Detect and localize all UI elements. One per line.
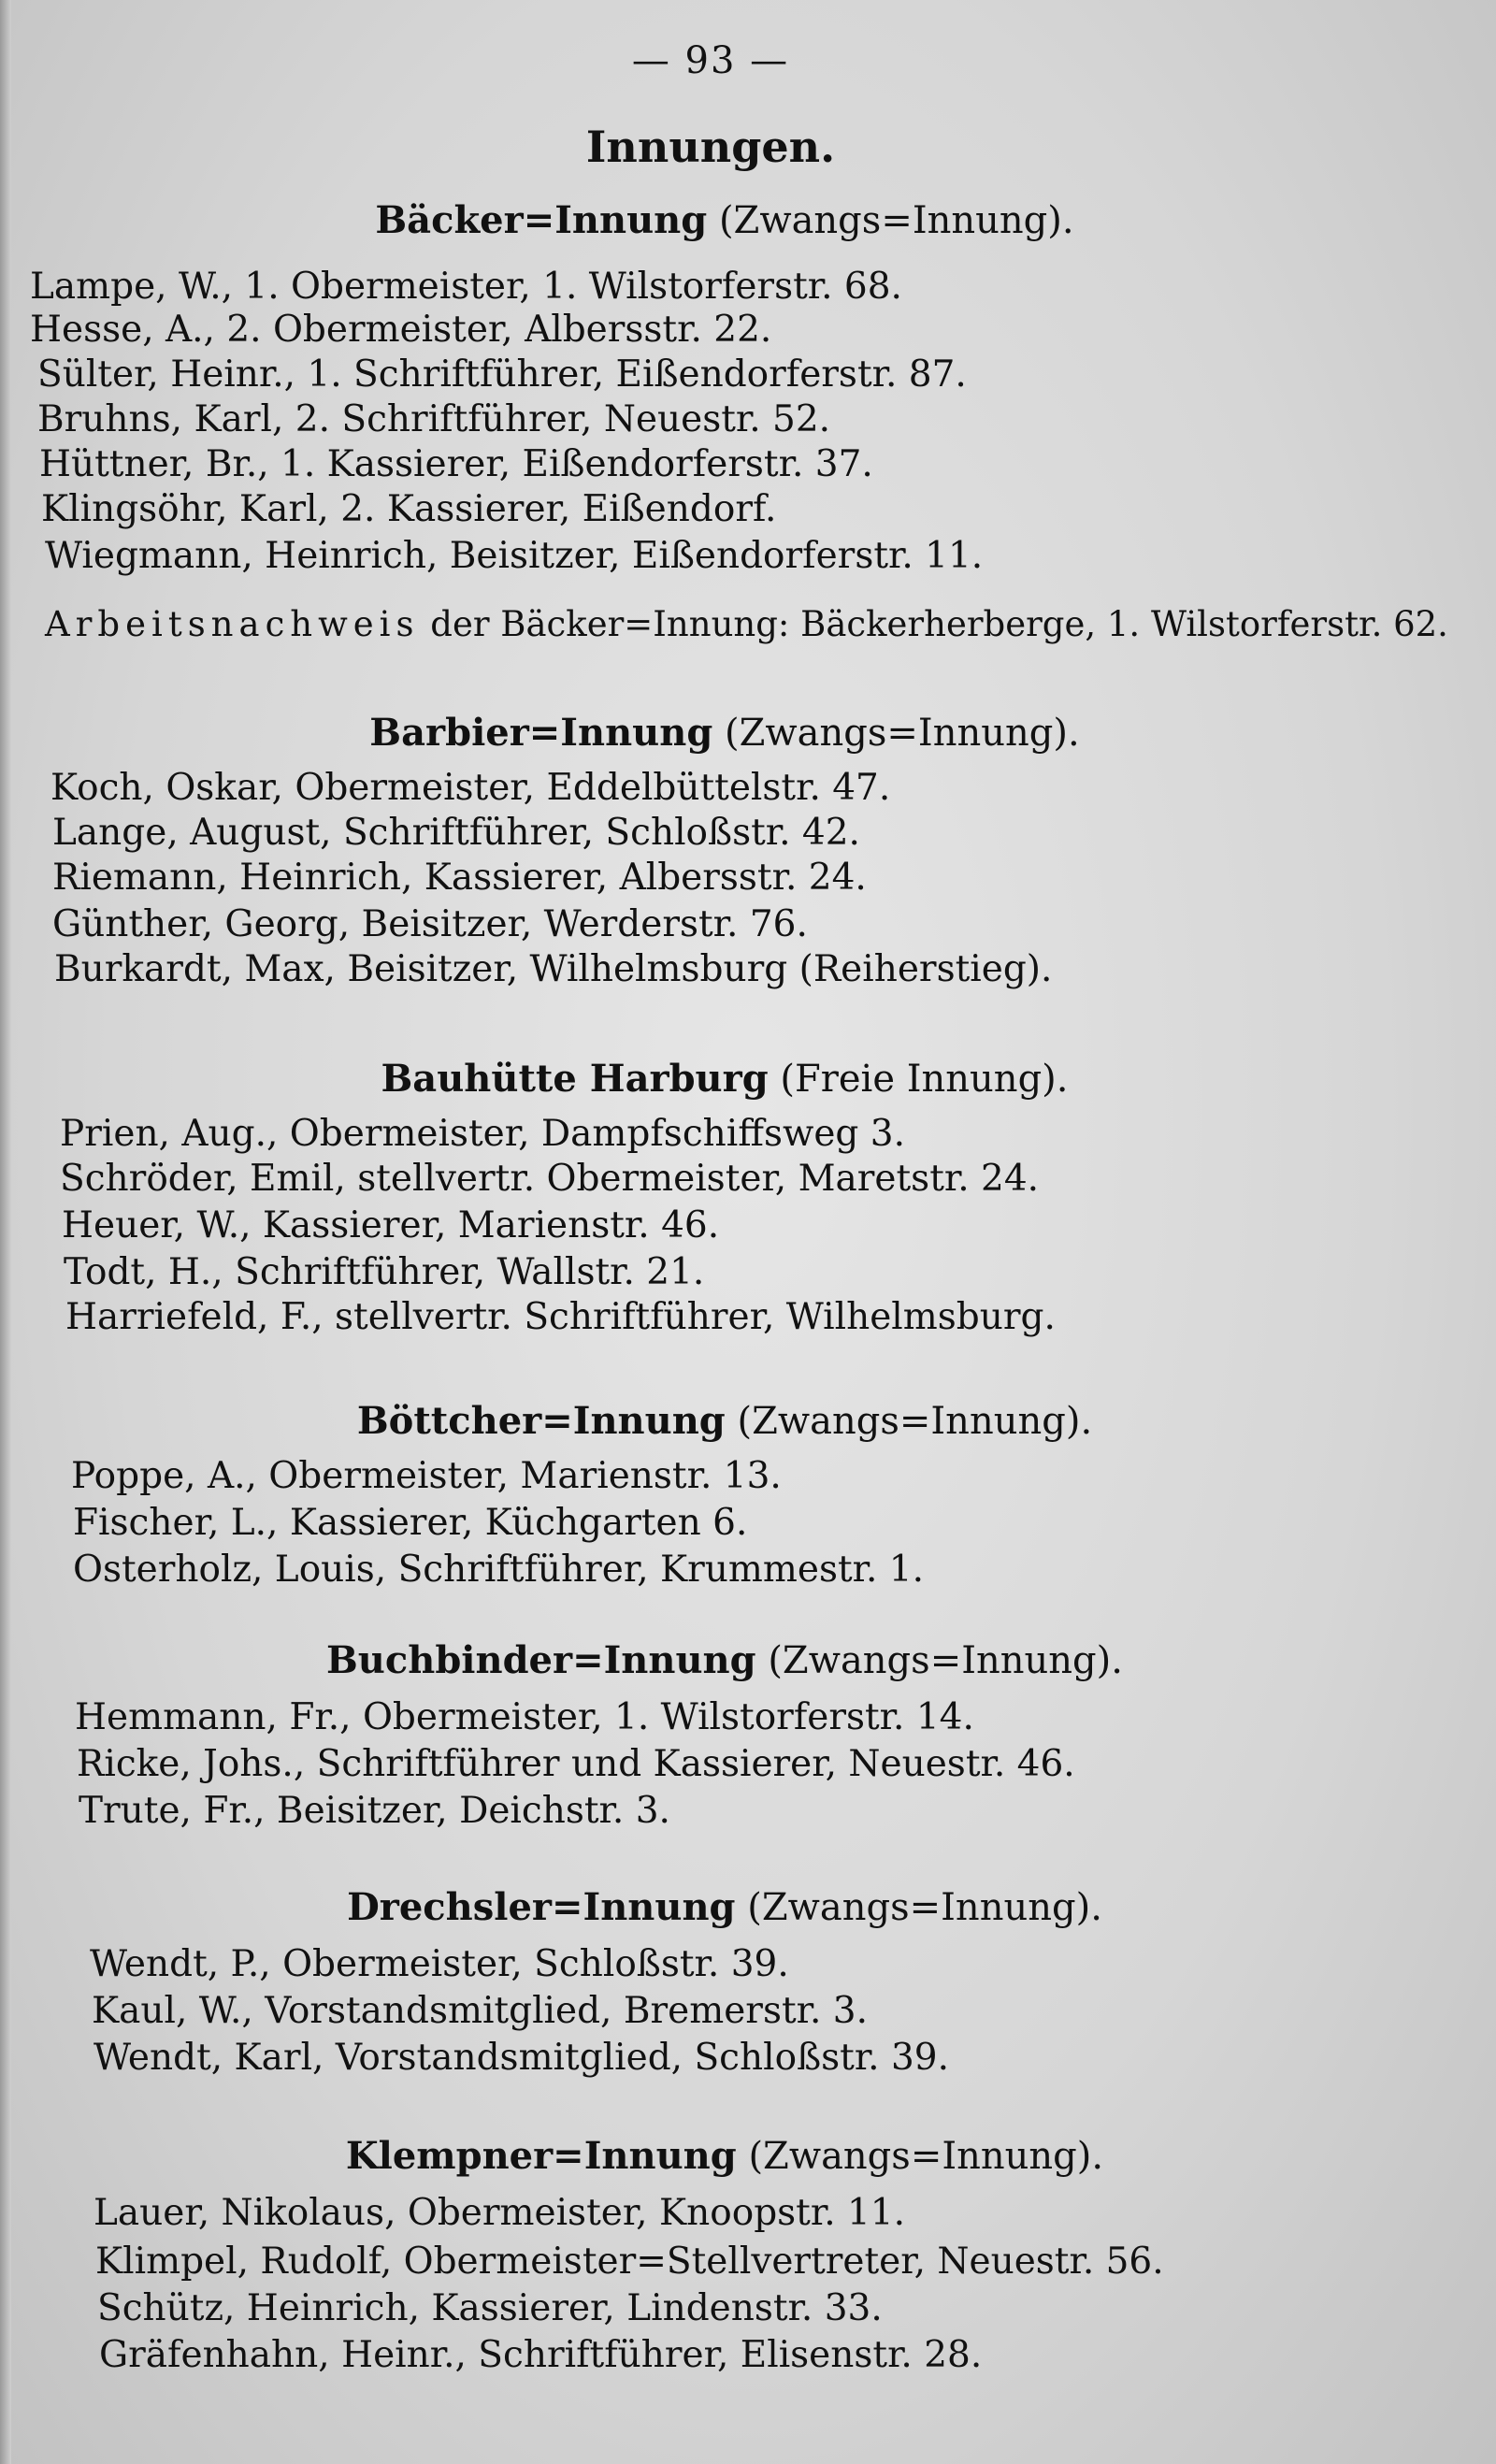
note-text: der Bäcker=Innung: Bäckerherberge, 1. Wilstorferstr. 62. (430, 604, 1448, 644)
list-item: Klingsöhr, Karl, 2. Kassierer, Eißendorf. (41, 488, 777, 530)
employment-office-note (45, 604, 1448, 644)
list-item: Wiegmann, Heinrich, Beisitzer, Eißendorferstr. 11. (45, 535, 984, 577)
list-item: Riemann, Heinrich, Kassierer, Albersstr. 24. (52, 857, 867, 899)
section-name: Klempner=Innung (345, 2134, 737, 2178)
section-name: Böttcher=Innung (356, 1399, 726, 1443)
list-item: Trute, Fr., Beisitzer, Deichstr. 3. (79, 1790, 670, 1832)
section-name: Drechsler=Innung (347, 1885, 736, 1929)
list-item: Koch, Oskar, Obermeister, Eddelbüttelstr. 47. (50, 767, 891, 809)
list-item: Hüttner, Br., 1. Kassierer, Eißendorferstr. 37. (39, 443, 873, 485)
list-item: Schütz, Heinrich, Kassierer, Lindenstr. 33. (97, 2287, 883, 2329)
section-type: (Zwangs=Innung). (747, 1886, 1102, 1929)
list-item: Wendt, Karl, Vorstandsmitglied, Schloßstr. 39. (94, 2037, 949, 2079)
section-type: (Zwangs=Innung). (768, 1639, 1123, 1682)
list-item: Bruhns, Karl, 2. Schriftführer, Neuestr. 52. (37, 398, 831, 440)
section-heading-klempner (0, 2134, 1449, 2178)
section-name: Bauhütte Harburg (381, 1057, 769, 1101)
list-item: Heuer, W., Kassierer, Marienstr. 46. (62, 1204, 720, 1246)
section-type: (Zwangs=Innung). (725, 712, 1080, 755)
list-item: Fischer, L., Kassierer, Küchgarten 6. (73, 1502, 748, 1544)
list-item: Ricke, Johs., Schriftführer und Kassierer, Neuestr. 46. (77, 1743, 1075, 1785)
section-heading-bauhuette (0, 1057, 1449, 1101)
page-edge (0, 0, 11, 2464)
list-item: Sülter, Heinr., 1. Schriftführer, Eißendorferstr. 87. (37, 353, 967, 396)
list-item: Lange, August, Schriftführer, Schloßstr. 42. (52, 812, 860, 854)
list-item: Hesse, A., 2. Obermeister, Albersstr. 22. (30, 309, 772, 351)
list-item: Osterholz, Louis, Schriftführer, Krummestr. 1. (73, 1549, 925, 1591)
section-name: Bäcker=Innung (375, 198, 708, 242)
section-name: Barbier=Innung (369, 711, 713, 755)
list-item: Günther, Georg, Beisitzer, Werderstr. 76. (52, 903, 808, 945)
list-item: Poppe, A., Obermeister, Marienstr. 13. (71, 1455, 782, 1497)
section-type: (Zwangs=Innung). (737, 1400, 1093, 1443)
list-item: Klimpel, Rudolf, Obermeister=Stellvertreter, Neuestr. 56. (95, 2241, 1164, 2283)
list-item: Prien, Aug., Obermeister, Dampfschiffsweg 3. (60, 1113, 906, 1155)
section-heading-barbier (0, 711, 1449, 755)
section-type: (Freie Innung). (780, 1058, 1069, 1101)
section-heading-boettcher (0, 1399, 1449, 1443)
list-item: Harriefeld, F., stellvertr. Schriftführer, Wilhelmsburg. (65, 1296, 1056, 1338)
section-heading-buchbinder (0, 1638, 1449, 1682)
list-item: Lampe, W., 1. Obermeister, 1. Wilstorferstr. 68. (30, 266, 902, 308)
section-name: Buchbinder=Innung (326, 1638, 756, 1682)
section-heading-baecker (0, 198, 1449, 242)
section-type: (Zwangs=Innung). (718, 199, 1074, 242)
page-number: — 93 — (631, 39, 790, 82)
list-item: Hemmann, Fr., Obermeister, 1. Wilstorferstr. 14. (75, 1696, 974, 1738)
page-heading: Innungen. (585, 122, 836, 172)
section-heading-drechsler (0, 1885, 1449, 1929)
list-item: Burkardt, Max, Beisitzer, Wilhelmsburg (Reiherstieg). (54, 948, 1053, 990)
list-item: Todt, H., Schriftführer, Wallstr. 21. (64, 1251, 705, 1293)
list-item: Kaul, W., Vorstandsmitglied, Bremerstr. 3. (92, 1990, 868, 2032)
list-item: Lauer, Nikolaus, Obermeister, Knoopstr. 11. (94, 2192, 906, 2234)
list-item: Schröder, Emil, stellvertr. Obermeister, Maretstr. 24. (60, 1158, 1040, 1200)
list-item: Gräfenhahn, Heinr., Schriftführer, Elisenstr. 28. (99, 2334, 983, 2376)
section-type: (Zwangs=Innung). (748, 2135, 1104, 2178)
note-label: Arbeitsnachweis (45, 604, 420, 644)
list-item: Wendt, P., Obermeister, Schloßstr. 39. (90, 1943, 789, 1985)
